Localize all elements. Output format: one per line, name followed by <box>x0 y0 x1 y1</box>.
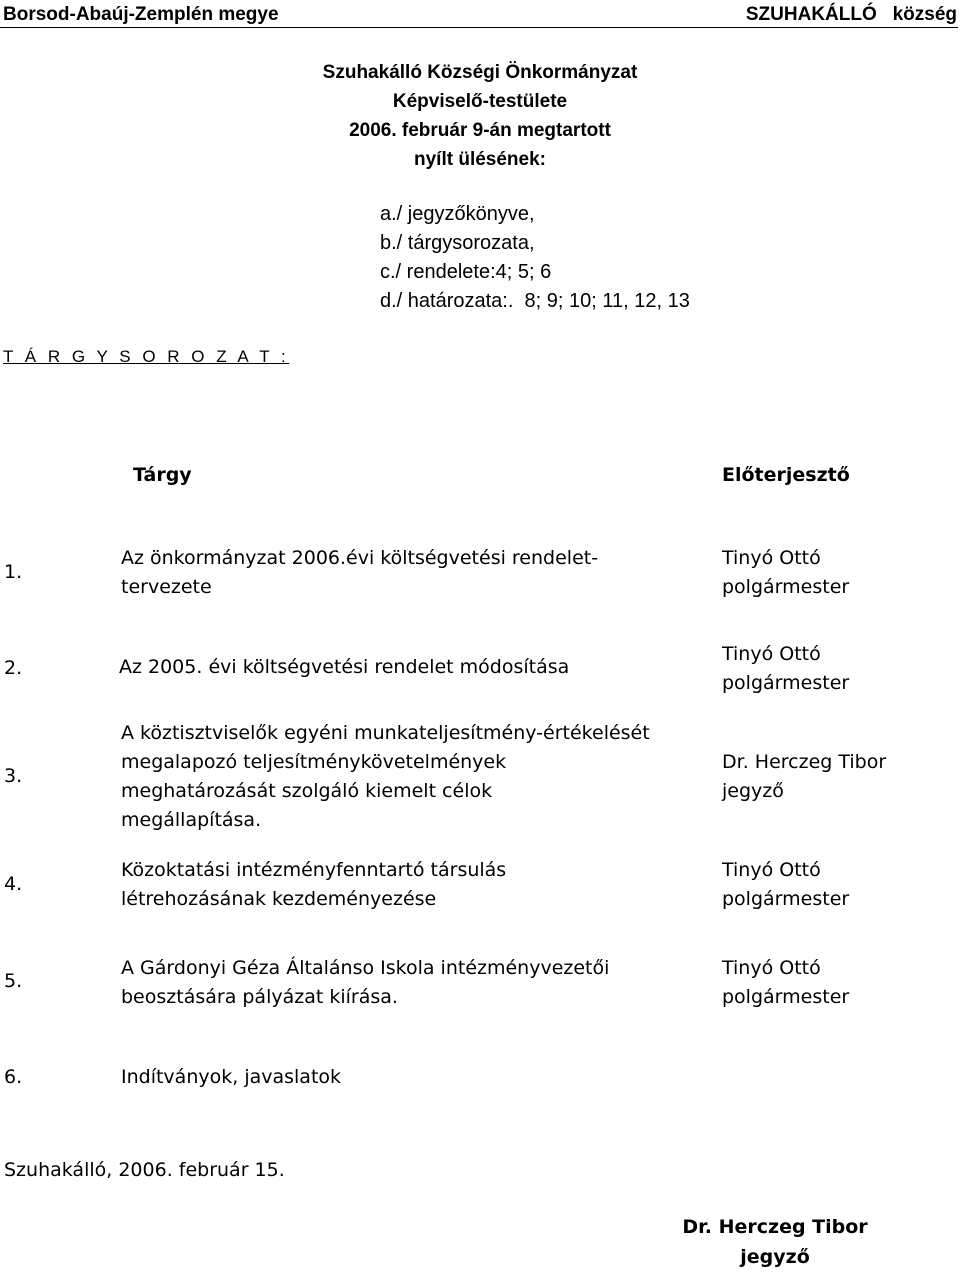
presenter-title: polgármester <box>722 576 850 598</box>
subject-line: meghatározását szolgáló kiemelt célok <box>121 780 493 802</box>
item-number: 2. <box>4 657 23 679</box>
presenter-name: Tinyó Ottó <box>722 643 821 665</box>
contents-item: a./ jegyzőkönyve, <box>380 203 535 225</box>
signature-name: Dr. Herczeg Tibor <box>682 1216 868 1238</box>
item-subject <box>121 1063 341 1092</box>
item-number: 4. <box>4 873 23 895</box>
item-number: 5. <box>4 970 23 992</box>
presenter-name: Tinyó Ottó <box>722 859 821 881</box>
subject-line: beosztására pályázat kiírása. <box>121 986 398 1008</box>
item-presenter <box>722 856 849 914</box>
place-date: Szuhakálló, 2006. február 15. <box>4 1159 285 1181</box>
presenter-title: polgármester <box>722 672 850 694</box>
subject-line: létrehozásának kezdeményezése <box>121 888 437 910</box>
presenter-name: Tinyó Ottó <box>722 957 821 979</box>
contents-item: d./ határozata:. 8; 9; 10; 11, 12, 13 <box>380 290 690 312</box>
item-subject <box>121 719 650 835</box>
item-presenter <box>722 544 849 602</box>
presenter-name: Dr. Herczeg Tibor <box>722 751 887 773</box>
agenda-heading: T Á R G Y S O R O Z A T : <box>3 347 290 366</box>
document-title <box>0 58 960 174</box>
column-header-presenter: Előterjesztő <box>722 464 850 486</box>
item-subject <box>121 954 609 1012</box>
presenter-title: polgármester <box>722 888 850 910</box>
item-presenter <box>722 954 849 1012</box>
header-county: Borsod-Abaúj-Zemplén megye <box>3 4 279 25</box>
item-number: 3. <box>4 765 23 787</box>
header-village: SZUHAKÁLLÓ község <box>745 4 957 25</box>
title-line-4: nyílt ülésének: <box>414 149 546 170</box>
column-header-subject: Tárgy <box>133 464 192 486</box>
subject-line: megállapítása. <box>121 809 262 831</box>
presenter-title: polgármester <box>722 986 850 1008</box>
item-number: 1. <box>4 561 23 583</box>
subject-line: A köztisztviselők egyéni munkateljesítmény-értékelését <box>121 722 650 744</box>
item-presenter <box>722 748 886 806</box>
title-line-3: 2006. február 9-án megtartott <box>349 120 611 141</box>
item-subject <box>121 544 598 602</box>
subject-line: Indítványok, javaslatok <box>121 1066 342 1088</box>
item-subject <box>121 856 506 914</box>
presenter-name: Tinyó Ottó <box>722 547 821 569</box>
title-line-2: Képviselő-testülete <box>392 91 568 112</box>
contents-item: b./ tárgysorozata, <box>380 232 535 254</box>
subject-line: Közoktatási intézményfenntartó társulás <box>121 859 507 881</box>
contents-item: c./ rendelete:4; 5; 6 <box>380 261 552 283</box>
signature-block <box>640 1212 910 1272</box>
title-line-1: Szuhakálló Községi Önkormányzat <box>322 62 638 83</box>
subject-line: A Gárdonyi Géza Általánso Iskola intézményvezetői <box>121 957 610 979</box>
signature-role: jegyző <box>740 1246 810 1268</box>
item-number: 6. <box>4 1066 23 1088</box>
subject-line: Az önkormányzat 2006.évi költségvetési rendelet- <box>121 547 599 569</box>
item-subject <box>119 653 569 682</box>
presenter-title: jegyző <box>722 780 784 802</box>
header-divider <box>0 27 958 28</box>
subject-line: Az 2005. évi költségvetési rendelet módosítása <box>119 656 570 678</box>
item-presenter <box>722 640 849 698</box>
contents-list <box>380 200 690 316</box>
subject-line: tervezete <box>121 576 212 598</box>
subject-line: megalapozó teljesítménykövetelmények <box>121 751 507 773</box>
